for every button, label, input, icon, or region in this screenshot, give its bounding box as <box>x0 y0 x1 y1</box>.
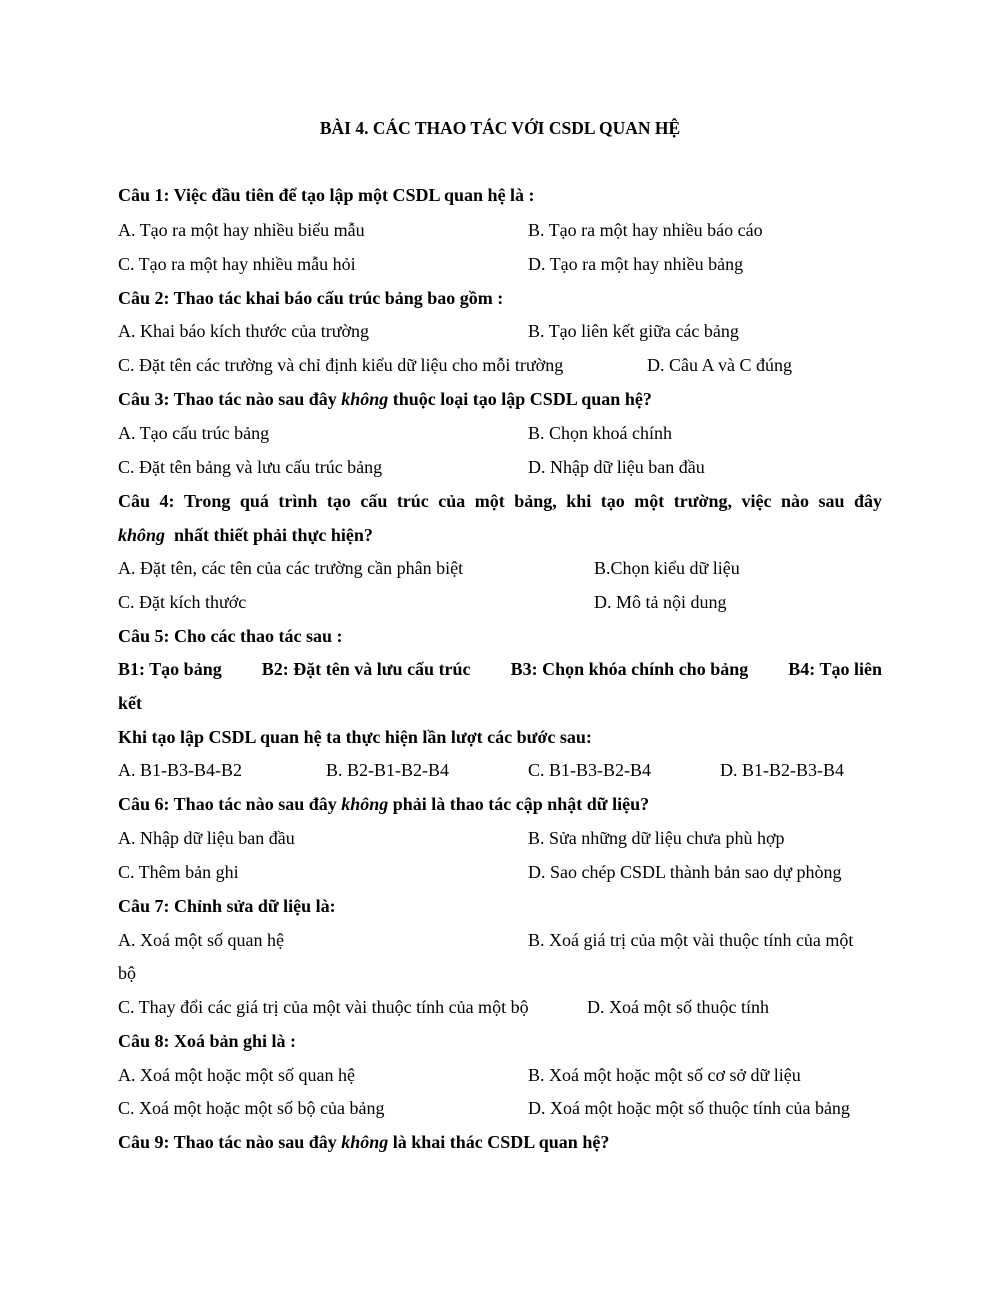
question-4-option-d: D. Mô tả nội dung <box>594 592 727 612</box>
step-2: B2: Đặt tên và lưu cấu trúc <box>261 659 471 679</box>
question-4-stem-post: nhất thiết phải thực hiện? <box>165 525 373 545</box>
question-3-option-c: C. Đặt tên bảng và lưu cấu trúc bảng <box>118 457 383 477</box>
question-6-stem-pre: Câu 6: Thao tác nào sau đây <box>118 794 342 814</box>
question-2-stem: Câu 2: Thao tác khai báo cấu trúc bảng bao gồm : <box>118 288 504 308</box>
question-9-stem-pre: Câu 9: Thao tác nào sau đây <box>118 1132 342 1152</box>
q4-word: một <box>474 491 505 511</box>
q4-word: trình <box>278 491 318 511</box>
question-9-stem <box>118 1131 609 1153</box>
question-9-stem-post: là khai thác CSDL quan hệ? <box>388 1132 610 1152</box>
question-6-option-b: B. Sửa những dữ liệu chưa phù hợp <box>528 828 785 848</box>
q4-word: đây <box>853 491 882 511</box>
q4-word: khi <box>566 491 592 511</box>
question-5-steps-continuation: kết <box>118 693 142 713</box>
question-5-prompt: Khi tạo lập CSDL quan hệ ta thực hiện lần lượt các bước sau: <box>118 727 592 747</box>
q4-word: Câu <box>118 491 151 511</box>
question-1-option-d: D. Tạo ra một hay nhiều bảng <box>528 254 744 274</box>
question-8-option-c: C. Xoá một hoặc một số bộ của bảng <box>118 1098 385 1118</box>
question-5-steps <box>118 658 882 680</box>
question-1-option-c: C. Tạo ra một hay nhiều mẫu hỏi <box>118 254 356 274</box>
q4-word: 4: <box>159 491 175 511</box>
question-6-option-c: C. Thêm bản ghi <box>118 862 239 882</box>
step-4: B4: Tạo liên <box>788 659 882 679</box>
q4-word: cấu <box>360 491 388 511</box>
question-4-option-c: C. Đặt kích thước <box>118 592 247 612</box>
question-2-option-a: A. Khai báo kích thước của trường <box>118 321 369 341</box>
question-3-stem <box>118 388 652 410</box>
question-4-stem-line-1 <box>118 490 882 512</box>
q4-word: tạo <box>600 491 625 511</box>
question-6-stem-post: phải là thao tác cập nhật dữ liệu? <box>388 794 650 814</box>
question-8-stem: Câu 8: Xoá bản ghi là : <box>118 1031 297 1051</box>
question-1-option-a: A. Tạo ra một hay nhiều biểu mẫu <box>118 220 365 240</box>
q4-word: trúc <box>396 491 429 511</box>
question-2-option-b: B. Tạo liên kết giữa các bảng <box>528 321 739 341</box>
question-7-option-d: D. Xoá một số thuộc tính <box>587 997 769 1017</box>
q4-word: việc <box>741 491 772 511</box>
question-8-option-a: A. Xoá một hoặc một số quan hệ <box>118 1065 355 1085</box>
question-5-option-a: A. B1-B3-B4-B2 <box>118 760 243 780</box>
q4-word: tạo <box>326 491 351 511</box>
question-7-option-c: C. Thay đổi các giá trị của một vài thuộc tính của một bộ <box>118 997 529 1017</box>
question-4-stem-emphasis: không <box>118 525 166 545</box>
question-7-option-b: B. Xoá giá trị của một vài thuộc tính của một <box>528 930 854 950</box>
question-4-option-a: A. Đặt tên, các tên của các trường cần phân biệt <box>118 558 464 578</box>
q4-word: Trong <box>183 491 231 511</box>
question-3-stem-post: thuộc loại tạo lập CSDL quan hệ? <box>388 389 652 409</box>
question-9-stem-emphasis: không <box>341 1132 389 1152</box>
question-6-stem-emphasis: không <box>341 794 389 814</box>
question-4-option-b: B.Chọn kiểu dữ liệu <box>594 558 740 578</box>
question-1-stem: Câu 1: Việc đầu tiên để tạo lập một CSDL quan hệ là : <box>118 185 535 205</box>
q4-word: một <box>634 491 665 511</box>
q4-word: nào <box>780 491 809 511</box>
question-7-option-a: A. Xoá một số quan hệ <box>118 930 284 950</box>
q4-word: trường, <box>673 491 733 511</box>
question-3-option-d: D. Nhập dữ liệu ban đầu <box>528 457 705 477</box>
question-3-option-b: B. Chọn khoá chính <box>528 423 672 443</box>
question-8-option-d: D. Xoá một hoặc một số thuộc tính của bảng <box>528 1098 850 1118</box>
question-6-option-a: A. Nhập dữ liệu ban đầu <box>118 828 295 848</box>
question-5-option-c: C. B1-B3-B2-B4 <box>528 760 652 780</box>
page-title: BÀI 4. CÁC THAO TÁC VỚI CSDL QUAN HỆ <box>319 118 681 138</box>
question-6-option-d: D. Sao chép CSDL thành bản sao dự phòng <box>528 862 842 882</box>
question-6-stem <box>118 793 649 815</box>
question-3-stem-pre: Câu 3: Thao tác nào sau đây <box>118 389 342 409</box>
question-1-option-b: B. Tạo ra một hay nhiều báo cáo <box>528 220 763 240</box>
question-2-option-c: C. Đặt tên các trường và chỉ định kiểu dữ liệu cho mỗi trường <box>118 355 564 375</box>
step-1: B1: Tạo bảng <box>118 659 222 679</box>
question-5-option-d: D. B1-B2-B3-B4 <box>720 760 845 780</box>
q4-word: quá <box>239 491 269 511</box>
question-5-option-b: B. B2-B1-B2-B4 <box>326 760 450 780</box>
question-2-option-d: D. Câu A và C đúng <box>647 355 793 375</box>
q4-word: của <box>438 491 466 511</box>
question-5-stem: Câu 5: Cho các thao tác sau : <box>118 626 343 646</box>
question-7-option-b-continuation: bộ <box>118 963 136 983</box>
step-3: B3: Chọn khóa chính cho bảng <box>510 659 749 679</box>
question-3-option-a: A. Tạo cấu trúc bảng <box>118 423 270 443</box>
q4-word: sau <box>818 491 845 511</box>
question-8-option-b: B. Xoá một hoặc một số cơ sở dữ liệu <box>528 1065 801 1085</box>
q4-word: bảng, <box>514 491 557 511</box>
question-4-stem-line-2 <box>118 524 373 546</box>
question-7-stem: Câu 7: Chỉnh sửa dữ liệu là: <box>118 896 336 916</box>
question-3-stem-emphasis: không <box>341 389 389 409</box>
